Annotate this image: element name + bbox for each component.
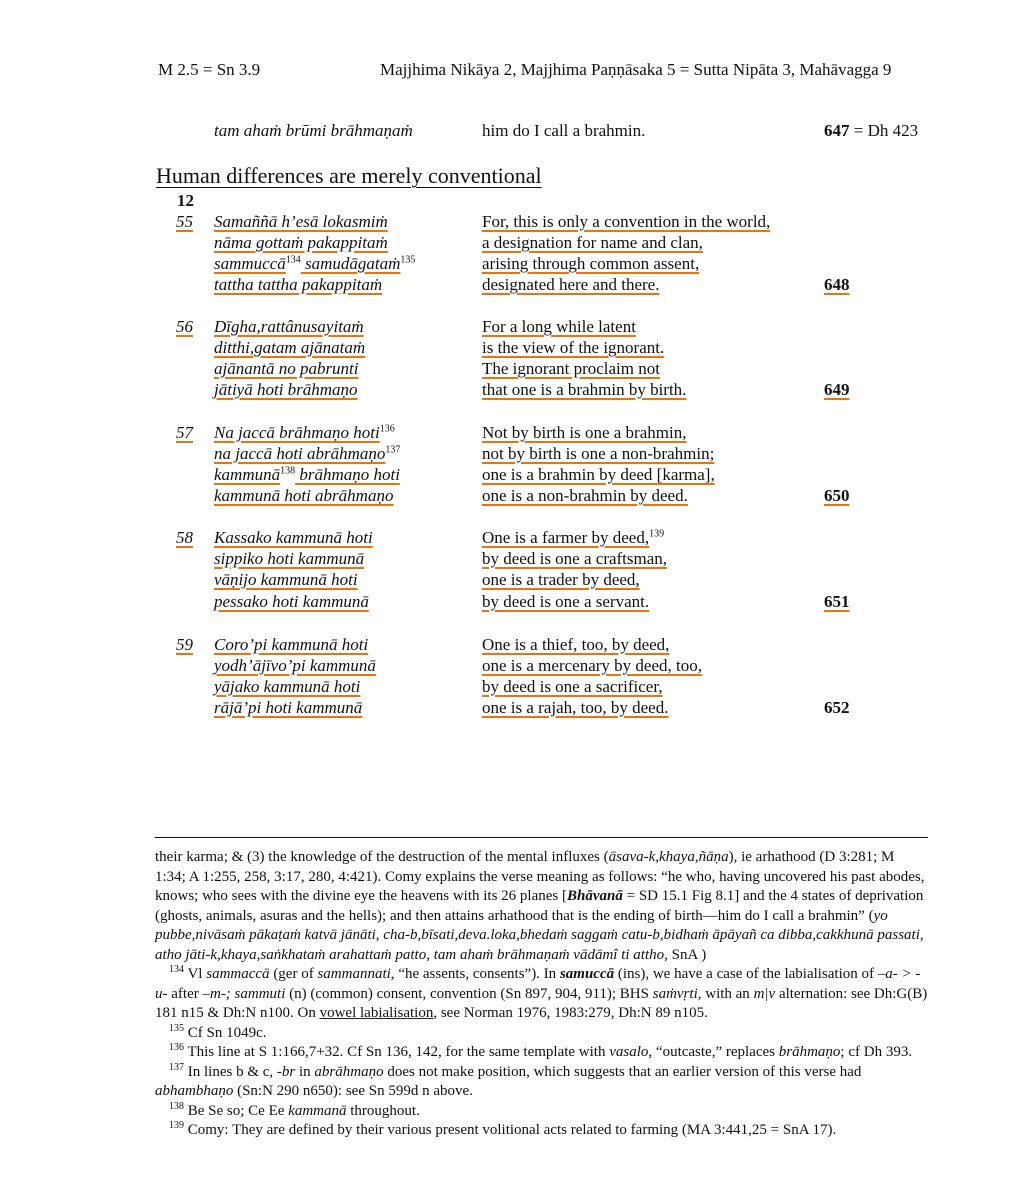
fn-text: alternation: see Dh:G(B) 181 n15 & Dh:N n100. On	[155, 985, 928, 1021]
fn-text: , see Norman 1976, 1983:279, Dh:N 89 n105.	[433, 1005, 708, 1021]
fn-text: (Sn:N 290 n650): see Sn 599d n above.	[233, 1083, 473, 1099]
footnote-number: 135	[169, 1022, 184, 1034]
fn-text: Bhāvanā	[567, 888, 623, 904]
fn-text: after	[167, 985, 203, 1002]
fn-text: -br	[276, 1063, 296, 1080]
verse-number: 648	[824, 275, 850, 294]
pali-line	[214, 422, 395, 443]
footnote-ref[interactable]: 137	[385, 444, 401, 456]
footnote-ref[interactable]: 134	[285, 254, 301, 266]
english-line: by deed is one a craftsman,	[482, 549, 668, 568]
english-line: one is a mercenary by deed, too,	[482, 656, 702, 675]
fn-text: ; cf Dh 393.	[840, 1044, 913, 1060]
fn-text: “outcaste,” replaces	[652, 1044, 779, 1060]
footnote-continuation	[155, 848, 928, 965]
english-line: Not by birth is one a brahmin,	[482, 423, 687, 442]
pali-line: Coro’pi kammunā hoti	[214, 635, 369, 654]
fn-text: samuccā	[559, 966, 615, 982]
fn-text: Cf Sn 1049c.	[184, 1024, 267, 1041]
pali-line: rājā’pi hoti kammunā	[214, 698, 363, 717]
footnote-number: 139	[169, 1120, 184, 1131]
fn-text: This line at S 1:166,7+32. Cf Sn 136, 142, for the same template with	[184, 1044, 610, 1060]
fn-text: sammaccā	[206, 966, 270, 982]
pali-line: tattha tattha pakappitaṁ	[214, 275, 383, 294]
english-line: a designation for name and clan,	[482, 233, 703, 252]
fn-text: does not make position, which suggests that an earlier version of this verse had	[383, 1063, 862, 1080]
pali-line: Kassako kammunā hoti	[214, 528, 373, 547]
footnote-134	[155, 965, 928, 1024]
pali-line: vāṇijo kammunā hoti	[214, 570, 358, 589]
pali-line: ditthi,gatam ajānataṁ	[214, 338, 366, 357]
pali-line: nāma gottaṁ pakappitaṁ	[214, 233, 388, 252]
fn-text: = SD 15.1 Fig 8.1] and the 4 states of deprivation (ghosts, animals, asuras and the hells); and then attains arhathood that is the ending of birth—him do I call a brahmin” (	[155, 888, 924, 924]
stanza-number: 57	[176, 423, 193, 442]
footnote-number: 136	[169, 1042, 184, 1053]
fn-text: sammannati,	[317, 966, 395, 982]
footnotes	[155, 848, 928, 1141]
fn-text: throughout.	[346, 1102, 420, 1119]
english-line: One is a thief, too, by deed,	[482, 635, 670, 654]
fn-text: m|v	[753, 985, 776, 1002]
english-text: One is a farmer by deed,	[482, 528, 650, 547]
fn-text: abhambhaṇo	[155, 1083, 234, 1099]
pali-text: kammunā	[214, 465, 281, 484]
fn-text: saṁvṛti,	[652, 985, 702, 1002]
fn-text: In lines b & c,	[184, 1063, 277, 1080]
footnote-number: 134	[169, 964, 184, 975]
fn-text: Vl	[184, 966, 207, 982]
english-line: by deed is one a sacrificer,	[482, 677, 663, 696]
english-line: For a long while latent	[482, 317, 636, 336]
pali-line: sippiko hoti kammunā	[214, 549, 365, 568]
footnote-ref[interactable]: 135	[400, 254, 416, 266]
english-line: that one is a brahmin by birth.	[482, 380, 687, 399]
section-number: 12	[177, 191, 194, 210]
top-pali-line: tam ahaṁ brūmi brāhmaṇaṁ	[214, 121, 413, 140]
fn-text: with an	[701, 985, 754, 1002]
verse-number: 649	[824, 380, 850, 399]
fn-text: –m-; sammuti	[202, 985, 286, 1002]
section-title: Human differences are merely conventional	[156, 163, 542, 188]
pali-line: Dīgha,rattânusayitaṁ	[214, 317, 364, 336]
english-line: arising through common assent,	[482, 254, 700, 273]
stanza-number: 58	[176, 528, 193, 547]
footnote-137	[155, 1063, 928, 1102]
footnote-135	[155, 1024, 928, 1044]
fn-text: their karma; & (3) the knowledge of the destruction of the mental influxes (	[155, 849, 609, 865]
english-line: one is a brahmin by deed [karma],	[482, 465, 715, 484]
pali-word: sammuccā	[214, 254, 286, 273]
verse-number: 650	[824, 486, 850, 505]
fn-text: (ger of	[269, 966, 318, 982]
footnote-139	[155, 1121, 928, 1141]
top-verse-number: 647	[824, 121, 850, 140]
pali-line	[214, 443, 400, 464]
top-english-line: him do I call a brahmin.	[482, 121, 646, 140]
pali-line	[214, 253, 415, 274]
stanza-number: 56	[176, 317, 193, 336]
pali-line: ajānantā no pabrunti	[214, 359, 359, 378]
fn-text: abrāhmaṇo	[314, 1063, 384, 1080]
footnote-138	[155, 1102, 928, 1122]
fn-text: (ins), we have a case of the labialisation of	[614, 966, 878, 982]
fn-text: kammanā	[288, 1102, 347, 1119]
pali-line: kammunā hoti abrāhmaṇo	[214, 486, 394, 505]
english-line: one is a trader by deed,	[482, 570, 640, 589]
pali-text: brāhmaṇo hoti	[295, 465, 400, 484]
pali-line: Samaññā h’esā lokasmiṁ	[214, 212, 388, 231]
verse-number: 651	[824, 592, 850, 611]
fn-text: SnA )	[667, 946, 707, 963]
stanza-number: 59	[176, 635, 193, 654]
footnote-136	[155, 1043, 928, 1063]
pali-text: na jaccā hoti abrāhmaṇo	[214, 444, 386, 463]
fn-text: brāhmaṇo	[778, 1044, 841, 1060]
fn-text: –a- > -u-	[155, 966, 921, 1002]
footnote-separator	[155, 837, 928, 838]
fn-text: Be Se so; Ce Ee	[184, 1102, 289, 1119]
english-line: designated here and there.	[482, 275, 660, 294]
fn-text: Comy: They are defined by their various present volitional acts related to farming (MA 3:441,25 = SnA 17).	[184, 1122, 837, 1138]
footnote-ref[interactable]: 139	[649, 528, 665, 540]
footnote-ref[interactable]: 138	[280, 465, 296, 477]
pali-line: jātiyā hoti brāhmaṇo	[214, 380, 358, 399]
top-verse-suffix: = Dh 423	[849, 121, 919, 140]
english-line: not by birth is one a non-brahmin;	[482, 444, 715, 463]
fn-text: yo pubbe,nivāsaṁ pākaṭaṁ katvā jānāti, cha-b,bīsati,deva.loka,bhedaṁ saggaṁ catu-b,bidhaṁ āpāyañ ca dibba,cakkhunā passati, atho jāti-k,khaya,saṅkhataṁ arahattaṁ patto, tam ahaṁ brāhmaṇaṁ vādāmî ti attho,	[155, 907, 924, 963]
footnote-number: 137	[169, 1061, 184, 1073]
pali-line	[214, 464, 400, 485]
pali-line: yodh’ājīvo’pi kammunā	[214, 656, 376, 675]
pali-line: pessako hoti kammunā	[214, 592, 369, 611]
english-line: is the view of the ignorant.	[482, 338, 665, 357]
fn-text: āsava-k,khaya,ñāṇa	[608, 849, 729, 865]
fn-text: (n) (common) consent, convention (Sn 897, 904, 911); BHS	[285, 985, 653, 1002]
english-line: The ignorant proclaim not	[482, 359, 660, 378]
english-line	[482, 527, 664, 548]
pali-line: yājako kammunā hoti	[214, 677, 361, 696]
english-line: by deed is one a servant.	[482, 592, 650, 611]
verse-number: 652	[824, 698, 850, 717]
fn-text: in	[295, 1063, 315, 1080]
stanza-number: 55	[176, 212, 193, 231]
running-header-left: M 2.5 = Sn 3.9	[158, 60, 261, 79]
footnote-number: 138	[169, 1100, 184, 1112]
fn-text: vasalo,	[609, 1044, 653, 1060]
footnote-ref[interactable]: 136	[379, 423, 395, 435]
running-header-right: Majjhima Nikāya 2, Majjhima Paṇṇāsaka 5 = Sutta Nipāta 3, Mahāvagga 9	[380, 60, 892, 79]
pali-text: Na jaccā brāhmaṇo hoti	[214, 423, 380, 442]
fn-text: “he assents, consents”). In	[394, 966, 560, 982]
cross-reference-link[interactable]: vowel labialisation	[319, 1005, 434, 1021]
english-line: one is a non-brahmin by deed.	[482, 486, 688, 505]
english-line: one is a rajah, too, by deed.	[482, 698, 669, 717]
fn-text: ), ie arhathood (D 3:281; M 1:34; A 1:255, 258, 3:17, 280, 4:421). Comy explains the verse meaning as follows: “he who, having uncovered his past abodes, knows; who sees with the divine eye the heavens with its 26 planes [	[155, 849, 925, 904]
pali-word: samudāgataṁ	[300, 254, 401, 273]
top-verse-ref	[824, 120, 918, 141]
english-line: For, this is only a convention in the world,	[482, 212, 771, 231]
